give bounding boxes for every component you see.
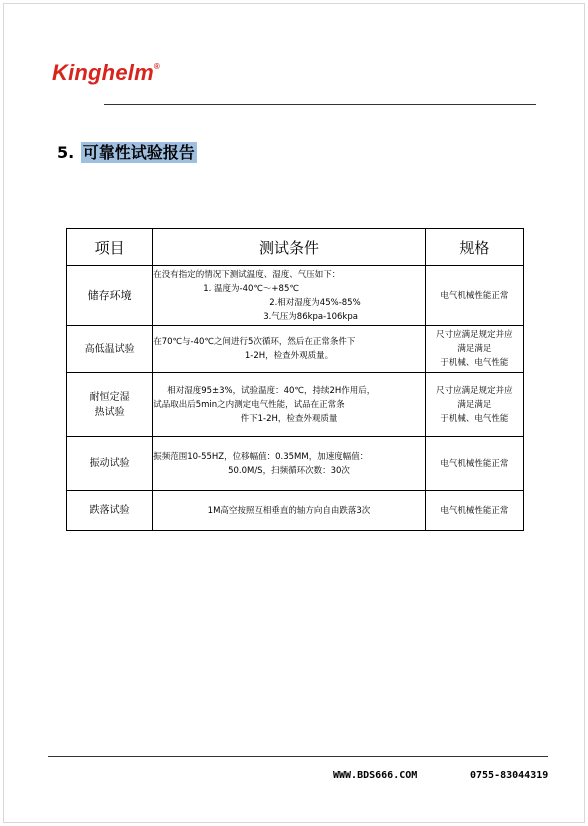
row-item: 跌落试验 <box>67 491 153 531</box>
condition-line: 50.0M/S，扫频循环次数：30次 <box>228 465 350 476</box>
table-row <box>67 266 524 326</box>
row-spec <box>425 437 523 491</box>
kinghelm-logo: Kinghelm® <box>52 60 160 85</box>
spec-line: 电气机械性能正常 <box>440 458 509 469</box>
row-spec <box>425 373 523 437</box>
table-row <box>67 326 524 373</box>
condition-line: 1. 温度为-40℃～+85℃ <box>203 283 299 294</box>
spec-line: 电气机械性能正常 <box>440 505 509 516</box>
row-item: 高低温试验 <box>67 326 153 373</box>
row-conditions <box>153 373 426 437</box>
section-title: 可靠性试验报告 <box>82 143 195 162</box>
spec-line: 于机械、电气性能 <box>440 358 509 368</box>
spec-line: 于机械、电气性能 <box>440 413 509 424</box>
spec-line: 尺寸应满足规定并应 <box>436 330 513 340</box>
footer-divider <box>48 756 548 757</box>
condition-line: 试品取出后5min之内测定电气性能，试品在正常条 <box>153 399 345 410</box>
header-divider <box>104 104 536 105</box>
condition-line: 1-2H，检查外观质量。 <box>244 351 334 361</box>
row-item: 耐恒定湿热试验 <box>67 373 153 437</box>
row-conditions <box>153 326 426 373</box>
condition-line: 2.相对湿度为45%-85% <box>269 297 361 308</box>
spec-line: 尺寸应满足规定并应 <box>436 385 513 396</box>
header-conditions: 测试条件 <box>153 229 426 266</box>
condition-line: 在70℃与-40℃之间进行5次循环，然后在正常条件下 <box>153 337 356 347</box>
row-item: 储存环境 <box>67 266 153 326</box>
row-spec <box>425 266 523 326</box>
condition-line: 相对湿度95±3%，试验温度：40℃，持续2H作用后， <box>167 385 376 396</box>
footer-phone: 0755-83044319 <box>470 770 549 781</box>
table-row <box>67 491 524 531</box>
row-conditions <box>153 491 426 531</box>
section-heading <box>57 140 197 163</box>
section-number: 5. <box>57 143 75 162</box>
row-conditions <box>153 437 426 491</box>
condition-line: 件下1-2H，检查外观质量 <box>240 413 338 424</box>
row-item: 振动试验 <box>67 437 153 491</box>
condition-line: 1M高空按照互相垂直的轴方向自由跌落3次 <box>207 505 371 516</box>
row-spec <box>425 326 523 373</box>
table-row <box>67 373 524 437</box>
table-row <box>67 437 524 491</box>
condition-line: 振频范围10-55HZ，位移幅值：0.35MM，加速度幅值： <box>153 451 369 462</box>
table-header-row <box>67 229 524 266</box>
row-conditions <box>153 266 426 326</box>
condition-line: 在没有指定的情况下测试温度、湿度、气压如下： <box>153 269 341 280</box>
header-item: 项目 <box>67 229 153 266</box>
condition-line: 3.气压为86kpa-106kpa <box>263 311 358 322</box>
row-spec <box>425 491 523 531</box>
spec-line: 满足满足 <box>457 344 492 354</box>
footer-website: WWW.BDS666.COM <box>333 770 418 781</box>
header-spec: 规格 <box>425 229 523 266</box>
spec-line: 满足满足 <box>457 399 492 410</box>
reliability-test-table <box>66 228 524 531</box>
spec-line: 电气机械性能正常 <box>440 290 509 301</box>
